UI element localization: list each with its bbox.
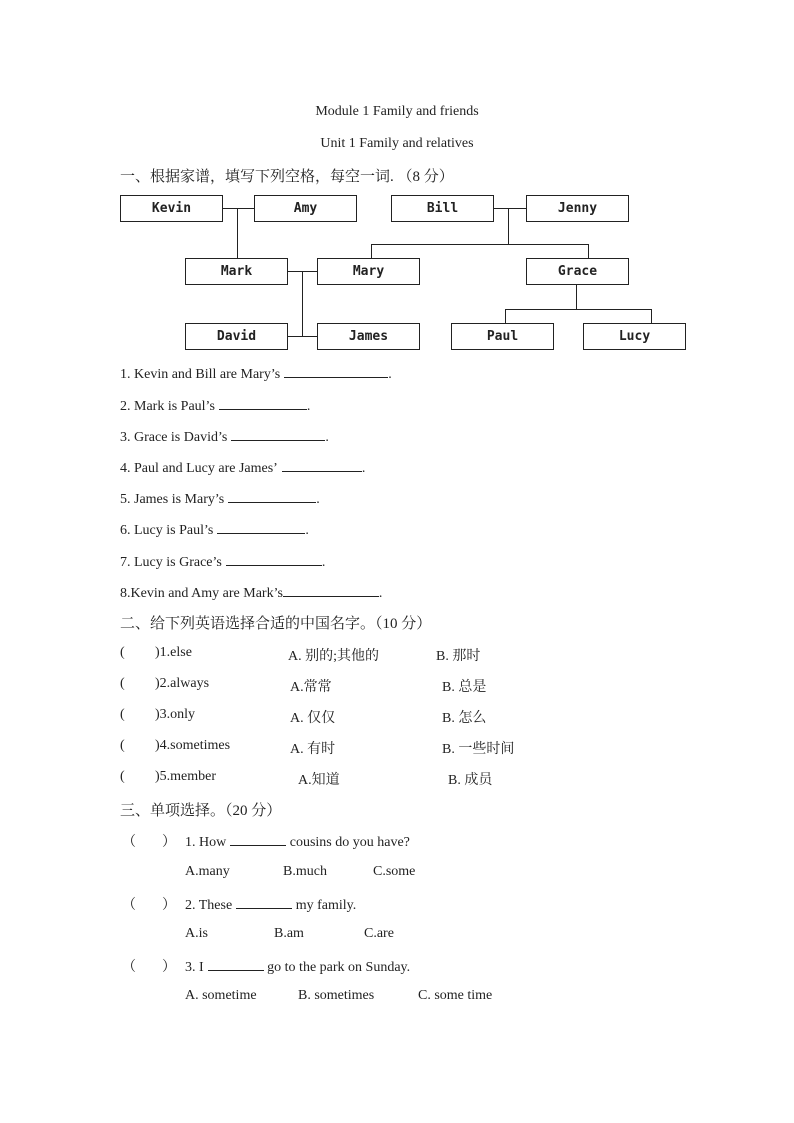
tree-line xyxy=(588,244,589,259)
question-period: . xyxy=(361,461,366,476)
tree-node-paul: Paul xyxy=(451,323,554,350)
question-text: 3. I xyxy=(185,960,204,975)
fill-question xyxy=(120,396,310,415)
answer-paren[interactable]: ( xyxy=(120,676,125,691)
option-a: A.常常 xyxy=(290,680,332,695)
question-period: . xyxy=(388,367,392,382)
answer-blank[interactable] xyxy=(226,552,322,566)
option-b: B. sometimes xyxy=(298,988,375,1003)
question-text: 6. Lucy is Paul’s xyxy=(120,523,214,538)
question-text: 5. James is Mary’s xyxy=(120,492,225,507)
question-text: cousins do you have? xyxy=(289,835,410,850)
tree-line xyxy=(237,208,238,259)
option-a: A. 有时 xyxy=(290,742,336,757)
answer-paren-open[interactable]: （ xyxy=(122,960,136,975)
option-a: A. 别的;其他的 xyxy=(288,649,379,664)
answer-blank[interactable] xyxy=(231,427,325,441)
answer-blank[interactable] xyxy=(228,489,316,503)
question-text: my family. xyxy=(295,898,357,913)
tree-line xyxy=(651,309,652,324)
tree-line xyxy=(371,244,589,245)
tree-line xyxy=(505,309,506,324)
tree-node-james: James xyxy=(317,323,420,350)
answer-blank[interactable] xyxy=(217,520,305,534)
answer-blank[interactable] xyxy=(282,458,362,472)
answer-paren-close: ） xyxy=(162,960,176,975)
answer-paren-close: ） xyxy=(162,898,176,913)
vocab-word: )2.always xyxy=(155,676,210,691)
answer-blank[interactable] xyxy=(283,583,379,597)
question-text: 7. Lucy is Grace’s xyxy=(120,555,222,570)
vocab-word: )4.sometimes xyxy=(155,738,231,753)
answer-paren[interactable]: ( xyxy=(120,738,125,753)
question-text: 4. Paul and Lucy are James’ xyxy=(120,461,278,476)
tree-node-amy: Amy xyxy=(254,195,357,222)
option-c: C.some xyxy=(373,864,416,879)
option-b: B.much xyxy=(283,864,327,879)
answer-paren-close: ） xyxy=(162,835,176,850)
question-text: 1. How xyxy=(185,835,227,850)
tree-node-bill: Bill xyxy=(391,195,494,222)
tree-node-mark: Mark xyxy=(185,258,288,285)
tree-line xyxy=(371,244,372,259)
vocab-word: )1.else xyxy=(155,645,192,660)
answer-paren[interactable]: ( xyxy=(120,769,125,784)
tree-node-mary: Mary xyxy=(317,258,420,285)
question-stem xyxy=(185,895,356,914)
option-a: A.many xyxy=(185,864,230,879)
question-stem xyxy=(185,957,410,976)
question-text: 3. Grace is David’s xyxy=(120,430,228,445)
question-text: 1. Kevin and Bill are Mary’s xyxy=(120,367,281,382)
option-b: B. 成员 xyxy=(448,773,493,788)
option-c: C. some time xyxy=(418,988,493,1003)
unit-title: Unit 1 Family and relatives xyxy=(320,136,474,151)
question-text: 2. Mark is Paul’s xyxy=(120,399,215,414)
fill-question xyxy=(120,364,392,383)
question-period: . xyxy=(378,586,383,601)
tree-line xyxy=(576,284,577,309)
section-2-heading: 二、给下列英语选择合适的中国名字。（10 分） xyxy=(120,616,432,632)
fill-question xyxy=(120,552,325,571)
question-text: 8.Kevin and Amy are Mark’s xyxy=(120,586,283,601)
answer-paren-open[interactable]: （ xyxy=(122,898,136,913)
tree-line xyxy=(223,208,254,209)
option-b: B.am xyxy=(274,926,304,941)
option-b: B. 总是 xyxy=(442,680,487,695)
fill-question xyxy=(120,583,382,602)
option-b: B. 那时 xyxy=(436,649,481,664)
question-text: go to the park on Sunday. xyxy=(267,960,411,975)
option-a: A. sometime xyxy=(185,988,257,1003)
section-3-heading: 三、单项选择。（20 分） xyxy=(120,803,282,819)
question-text: 2. These xyxy=(185,898,233,913)
tree-line xyxy=(287,336,318,337)
tree-line xyxy=(302,271,303,337)
question-period: . xyxy=(321,555,326,570)
fill-question xyxy=(120,520,309,539)
answer-blank xyxy=(208,957,264,971)
answer-paren-open[interactable]: （ xyxy=(122,835,136,850)
module-title: Module 1 Family and friends xyxy=(315,104,479,119)
answer-blank[interactable] xyxy=(219,396,307,410)
tree-node-grace: Grace xyxy=(526,258,629,285)
tree-node-lucy: Lucy xyxy=(583,323,686,350)
vocab-word: )3.only xyxy=(155,707,196,722)
question-stem xyxy=(185,832,410,851)
option-a: A.is xyxy=(185,926,208,941)
tree-node-kevin: Kevin xyxy=(120,195,223,222)
answer-blank xyxy=(236,895,292,909)
option-b: B. 怎么 xyxy=(442,711,487,726)
fill-question xyxy=(120,427,329,446)
question-period: . xyxy=(306,399,311,414)
option-b: B. 一些时间 xyxy=(442,742,515,757)
fill-question xyxy=(120,489,320,508)
option-a: A.知道 xyxy=(298,773,340,788)
fill-question xyxy=(120,458,365,477)
vocab-word: )5.member xyxy=(155,769,217,784)
section-1-heading: 一、根据家谱，填写下列空格，每空一词. （8 分） xyxy=(120,169,454,185)
tree-node-david: David xyxy=(185,323,288,350)
answer-blank[interactable] xyxy=(284,364,388,378)
question-period: . xyxy=(316,492,320,507)
option-a: A. 仅仅 xyxy=(290,711,336,726)
question-period: . xyxy=(325,430,329,445)
tree-line xyxy=(505,309,652,310)
answer-paren[interactable]: ( xyxy=(120,645,125,660)
answer-blank xyxy=(230,832,286,846)
tree-node-jenny: Jenny xyxy=(526,195,629,222)
tree-line xyxy=(494,208,526,209)
option-c: C.are xyxy=(364,926,394,941)
question-period: . xyxy=(305,523,309,538)
answer-paren[interactable]: ( xyxy=(120,707,125,722)
tree-line xyxy=(508,208,509,245)
